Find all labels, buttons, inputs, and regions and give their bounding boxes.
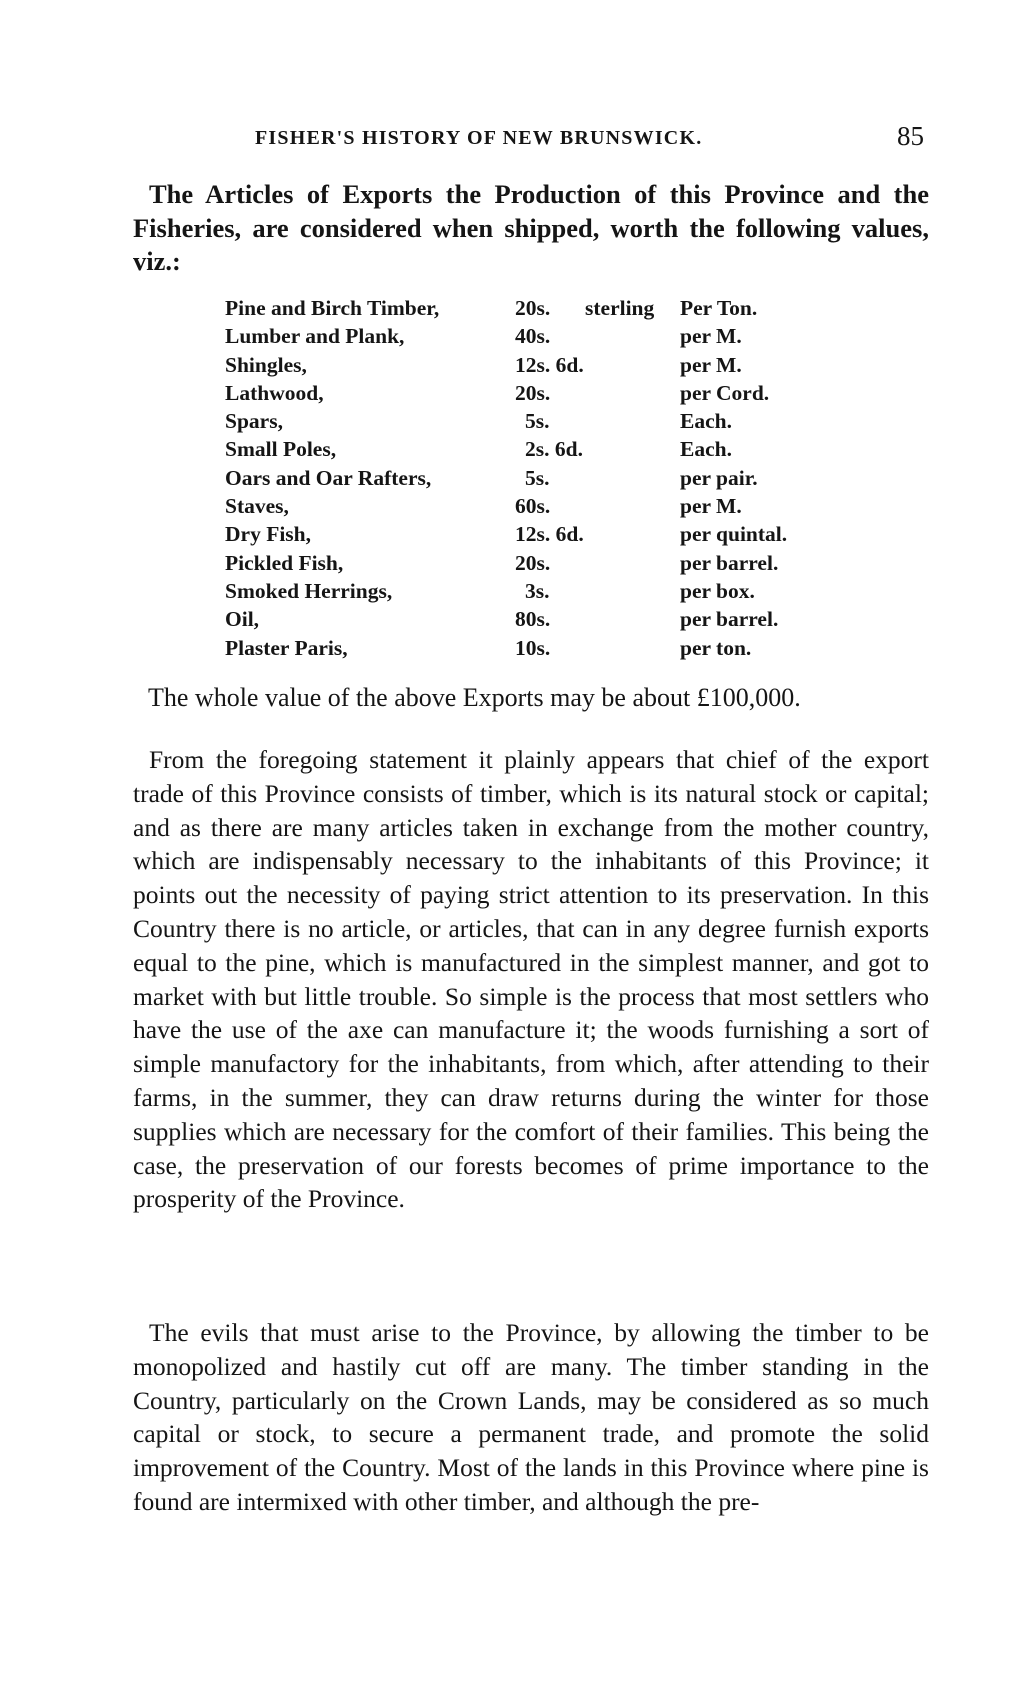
article-cell: Lumber and Plank, — [225, 324, 405, 349]
price-value: 3s. — [525, 578, 550, 603]
unit-cell: per box. — [680, 578, 755, 603]
price-cell — [515, 407, 680, 435]
price-cell — [515, 322, 680, 350]
price-cell — [515, 492, 680, 520]
table-row — [225, 294, 820, 322]
table-row — [225, 520, 820, 548]
article-cell: Pickled Fish, — [225, 550, 344, 575]
currency-note: sterling — [585, 296, 655, 320]
article-cell: Oars and Oar Rafters, — [225, 465, 432, 490]
table-row — [225, 407, 820, 435]
price-value: 60s. — [515, 494, 551, 519]
price-cell — [515, 435, 680, 463]
price-cell — [515, 605, 680, 633]
unit-cell: per quintal. — [680, 522, 788, 547]
price-cell — [515, 634, 680, 662]
article-cell: Oil, — [225, 607, 260, 632]
intro-paragraph: The Articles of Exports the Production of this Province and the Fisheries, are considered when shipped, worth the following values, viz.: — [133, 179, 929, 276]
article-cell: Shingles, — [225, 352, 307, 377]
table-row — [225, 492, 820, 520]
unit-cell: per barrel. — [680, 550, 779, 575]
price-value: 20s. — [515, 550, 551, 575]
table-row — [225, 634, 820, 662]
price-value: 80s. — [515, 607, 551, 632]
running-title: FISHER'S HISTORY OF NEW BRUNSWICK. — [255, 127, 703, 149]
unit-cell: per ton. — [680, 635, 752, 660]
total-value-statement: The whole value of the above Exports may be about £100,000. — [148, 683, 801, 712]
unit-cell: Per Ton. — [680, 296, 758, 320]
article-cell: Smoked Herrings, — [225, 578, 393, 603]
price-cell — [515, 549, 680, 577]
table-row — [225, 605, 820, 633]
table-row — [225, 549, 820, 577]
article-cell: Staves, — [225, 494, 289, 519]
price-cell — [515, 577, 680, 605]
running-head — [148, 121, 928, 155]
article-cell: Plaster Paris, — [225, 635, 348, 660]
table-row — [225, 379, 820, 407]
article-cell: Dry Fish, — [225, 522, 311, 547]
article-cell: Lathwood, — [225, 380, 324, 405]
price-value: 40s. — [515, 324, 551, 349]
price-value: 2s. 6d. — [525, 437, 583, 462]
table-row — [225, 577, 820, 605]
price-value: 5s. — [525, 409, 550, 434]
price-cell — [515, 294, 680, 322]
body-paragraph: From the foregoing statement it plainly appears that chief of the export trade of this Province consists of timber, which is its natural stock or capital; and as there are many articles taken in exchange from the mother country, which are indispensably necessary to the inhabitants of this Province; it points out the necessity of paying strict attention to its preservation. In this Country there is no article, or articles, that can in any degree furnish exports equal to the pine, which is manufactured in the simplest manner, and got to market with but little trouble. So simple is the process that most settlers who have the use of the axe can manufacture it; the woods furnishing a sort of simple manufactory for the inhabitants, from which, after attending to their farms, in the summer, they can draw returns during the winter for those supplies which are necessary for the comfort of their families. This being the case, the preservation of our forests becomes of prime importance to the prosperity of the Province. — [133, 745, 929, 1214]
unit-cell: Each. — [680, 437, 732, 462]
unit-cell: per M. — [680, 352, 742, 377]
unit-cell: Each. — [680, 409, 732, 434]
price-value: 12s. 6d. — [515, 522, 584, 547]
price-value: 20s. — [515, 380, 551, 405]
price-value: 20s. — [515, 296, 551, 320]
unit-cell: per pair. — [680, 465, 758, 490]
price-cell — [515, 520, 680, 548]
price-cell — [515, 464, 680, 492]
exports-price-table — [225, 294, 820, 662]
table-row — [225, 464, 820, 492]
table-row — [225, 351, 820, 379]
body-paragraph: The evils that must arise to the Province, by allowing the timber to be monopolized and hastily cut off are many. The timber standing in the Country, particularly on the Crown Lands, may be considered as so much capital or stock, to secure a permanent trade, and promote the solid improvement of the Country. Most of the lands in this Province where pine is found are intermixed with other timber, and although the pre- — [133, 1318, 929, 1516]
unit-cell: per Cord. — [680, 380, 770, 405]
table-row — [225, 435, 820, 463]
article-cell: Small Poles, — [225, 437, 337, 462]
article-cell: Spars, — [225, 409, 283, 434]
price-cell — [515, 379, 680, 407]
unit-cell: per M. — [680, 324, 742, 349]
unit-cell: per M. — [680, 494, 742, 519]
table-row — [225, 322, 820, 350]
price-cell — [515, 351, 680, 379]
price-value: 5s. — [525, 465, 550, 490]
page-number: 85 — [897, 121, 924, 151]
article-cell: Pine and Birch Timber, — [225, 296, 440, 320]
price-value: 10s. — [515, 635, 551, 660]
unit-cell: per barrel. — [680, 607, 779, 632]
price-value: 12s. 6d. — [515, 352, 584, 377]
